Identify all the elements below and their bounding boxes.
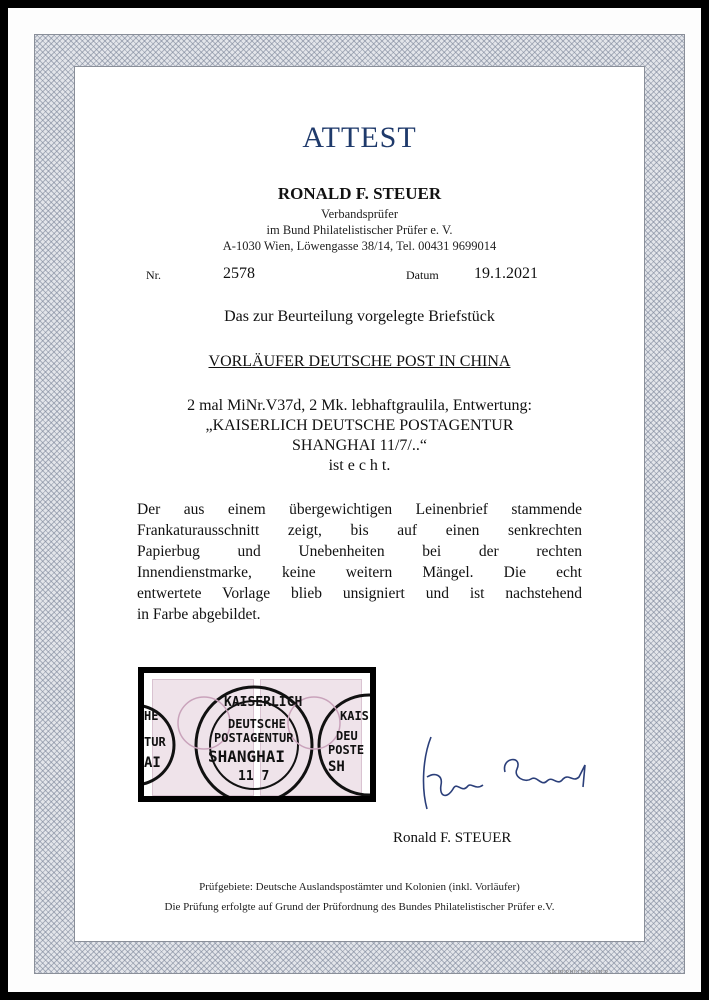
stamp-photo-area [144, 673, 370, 796]
examiner-role: Verbandsprüfer [320, 207, 399, 221]
examiner-name: RONALD F. STEUER [277, 184, 442, 203]
examiner-address: A-1030 Wien, Löwengasse 38/14, Tel. 00431 9699014 [222, 239, 497, 253]
footer-regulation: Die Prüfung erfolgte auf Grund der Prüfordnung des Bundes Philatelistischer Prüfer e.V. [164, 901, 555, 913]
right-fragment-4: SH [328, 759, 345, 775]
paragraph-line: Der aus einem übergewichtigen Leinenbrief stammende [137, 501, 582, 518]
right-fragment-1: KAIS [340, 709, 369, 723]
footer-scope: Prüfgebiete: Deutsche Auslandspostämter und Kolonien (inkl. Vorläufer) [199, 881, 520, 893]
handwritten-signature [413, 717, 613, 827]
left-fragment-3: AI [144, 755, 161, 771]
paragraph-line: Papierbug und Unebenheiten bei der rechten [137, 543, 582, 560]
nr-value: 2578 [223, 265, 255, 282]
date-label: Datum [406, 268, 439, 282]
paragraph-line: Innendienstmarke, keine weitern Mängel. Die echt [137, 564, 582, 581]
left-fragment-1: HE [144, 709, 159, 723]
paragraph-line: Frankaturausschnitt zeigt, bis auf einen senkrechten [137, 522, 582, 539]
cancel-text-2: DEUTSCHE [228, 717, 286, 731]
certificate-title: ATTEST [302, 121, 417, 154]
paragraph-line: in Farbe abgebildet. [137, 606, 261, 623]
paragraph-line: entwertete Vorlage blieb unsigniert und ist nachstehend [137, 585, 582, 602]
cancel-text-3: POSTAGENTUR [214, 731, 294, 745]
examiner-association: im Bund Philatelistischer Prüfer e. V. [266, 223, 453, 237]
right-fragment-3: POSTE [328, 743, 365, 757]
intro-text: Das zur Beurteilung vorgelegte Briefstück [224, 308, 495, 325]
signatory-name: Ronald F. STEUER [393, 830, 512, 846]
description-line-2: „KAISERLICH DEUTSCHE POSTAGENTUR [205, 417, 514, 434]
fine-print: SICHERHEITS-PAPIER [548, 970, 609, 976]
certificate-sheet [8, 8, 701, 992]
cancel-date: 11 7 [238, 769, 270, 784]
left-fragment-2: TUR [144, 735, 166, 749]
stamp-photo [138, 667, 376, 802]
right-fragment-2: DEU [336, 729, 358, 743]
cancel-text-1: KAISERLICH [224, 695, 303, 710]
description-line-3: SHANGHAI 11/7/..“ [292, 437, 427, 454]
description-line-1: 2 mal MiNr.V37d, 2 Mk. lebhaftgraulila, Entwertung: [187, 397, 532, 414]
date-value: 19.1.2021 [474, 265, 538, 282]
category-heading: VORLÄUFER DEUTSCHE POST IN CHINA [208, 353, 511, 370]
certificate-content [74, 66, 645, 942]
cancel-text-4: SHANGHAI [208, 747, 286, 766]
signature-text: Steuer Ronald [473, 816, 502, 821]
verdict-line: ist e c h t. [328, 457, 391, 474]
condition-paragraph [137, 499, 582, 625]
nr-label: Nr. [146, 268, 161, 282]
